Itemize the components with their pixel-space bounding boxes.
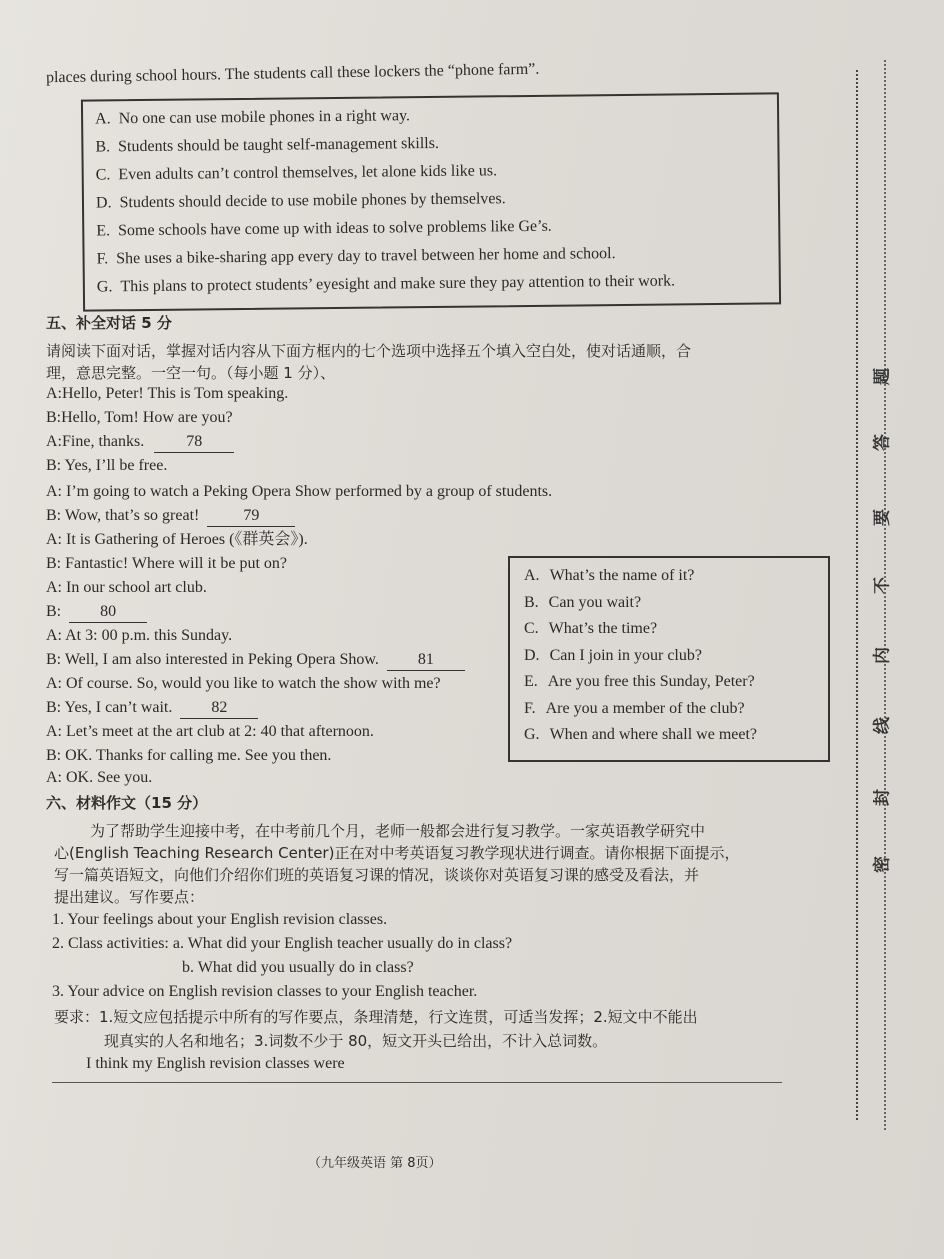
reading-option	[96, 217, 552, 242]
top-text-line: places during school hours. The students call these lockers the “phone farm”.	[45, 60, 540, 87]
dialogue-option	[524, 672, 755, 692]
option-text: When and where shall we meet?	[549, 726, 758, 743]
dialogue-line: A: OK. See you.	[46, 769, 153, 786]
option-text: She uses a bike-sharing app every day to travel between her home and school.	[116, 245, 616, 268]
option-text: Students should be taught self-management skills.	[117, 134, 439, 156]
writing-point-2a: 2. Class activities: a. What did your English teacher usually do in class?	[52, 935, 513, 952]
writing-line[interactable]	[52, 1082, 782, 1083]
dialogue-option	[524, 699, 745, 719]
binding-char: 内	[872, 647, 893, 664]
dialogue-line: A: Let’s meet at the art club at 2: 40 that afternoon.	[46, 723, 374, 740]
option-text: Are you free this Sunday, Peter?	[547, 673, 755, 690]
option-letter: G.	[524, 726, 540, 743]
option-text: No one can use mobile phones in a right way.	[118, 107, 411, 128]
binding-char: 封	[872, 789, 893, 806]
option-letter: A.	[95, 110, 111, 128]
reading-options-box	[81, 92, 781, 311]
dialogue-text: B: Well, I am also interested in Peking Opera Show.	[46, 651, 379, 668]
writing-point-2b: b. What did you usually do in class?	[182, 959, 414, 976]
section5-instruction-1: 请阅读下面对话，掌握对话内容从下面方框内的七个选项中选择五个填入空白处，使对话通顺，合	[46, 342, 692, 360]
option-text: Are you a member of the club?	[545, 699, 745, 717]
option-text: Some schools have come up with ideas to solve problems like Ge’s.	[117, 217, 552, 240]
section5-instruction-2: 理，意思完整。一空一句。（每小题 1 分）、	[46, 364, 336, 382]
dialogue-text: A:Fine, thanks.	[46, 433, 145, 450]
binding-char: 不	[872, 577, 893, 594]
option-letter: C.	[524, 620, 539, 637]
reading-option	[95, 106, 410, 129]
option-letter: E.	[524, 673, 538, 690]
dialogue-text: B: Yes, I can’t wait.	[46, 699, 173, 716]
dialogue-options-box	[508, 556, 830, 762]
reading-option	[97, 271, 675, 297]
dialogue-line: A:Hello, Peter! This is Tom speaking.	[46, 385, 289, 402]
binding-char: 要	[872, 509, 893, 526]
dialogue-text: B: Wow, that’s so great!	[46, 507, 200, 524]
dialogue-line: B: Yes, I’ll be free.	[46, 457, 168, 474]
section6-paragraph: 心(English Teaching Research Center)正在对中考英语复习教学现状进行调查。请你根据下面提示，	[54, 844, 740, 862]
dialogue-option	[524, 725, 757, 745]
option-letter: C.	[95, 166, 111, 184]
reading-option	[96, 244, 615, 269]
dialogue-line	[46, 602, 147, 623]
section6-heading: 六、材料作文（15 分）	[46, 794, 208, 812]
blank-82[interactable]: 82	[180, 698, 258, 719]
writing-point-3: 3. Your advice on English revision classes to your English teacher.	[52, 983, 478, 1000]
dialogue-option	[524, 566, 694, 586]
section6-paragraph: 为了帮助学生迎接中考，在中考前几个月，老师一般都会进行复习教学。一家英语教学研究中	[90, 822, 706, 840]
essay-starter: I think my English revision classes were	[86, 1055, 345, 1072]
option-letter: A.	[524, 567, 540, 584]
requirements-1: 要求：1.短文应包括提示中所有的写作要点，条理清楚，行文连贯，可适当发挥；2.短文中不能出	[54, 1008, 698, 1026]
option-letter: B.	[524, 593, 539, 611]
dialogue-line: A: It is Gathering of Heroes (《群英会》).	[46, 531, 308, 548]
reading-option	[96, 189, 506, 213]
option-text: Students should decide to use mobile phones by themselves.	[119, 190, 506, 212]
dialogue-line	[46, 698, 258, 719]
option-letter: E.	[96, 222, 111, 240]
dialogue-line	[46, 432, 234, 453]
dialogue-line: B: Fantastic! Where will it be put on?	[46, 555, 287, 572]
option-text: Even adults can’t control themselves, let alone kids like us.	[118, 162, 498, 184]
dialogue-option	[524, 593, 641, 613]
option-letter: B.	[95, 138, 111, 156]
dialogue-option	[524, 646, 702, 666]
option-letter: F.	[524, 699, 536, 717]
binding-char: 线	[872, 717, 893, 734]
page-footer: （九年级英语 第 8页）	[308, 1156, 442, 1171]
blank-81[interactable]: 81	[387, 650, 465, 671]
binding-line	[856, 70, 858, 1120]
dialogue-line: A: In our school art club.	[46, 579, 207, 596]
dialogue-line	[46, 506, 295, 527]
option-text: This plans to protect students’ eyesight and make sure they pay attention to their work.	[120, 272, 676, 296]
dialogue-line: B:Hello, Tom! How are you?	[46, 409, 233, 426]
option-letter: F.	[96, 250, 109, 268]
dialogue-option	[524, 619, 657, 639]
blank-79[interactable]: 79	[207, 506, 295, 527]
binding-char: 答	[872, 434, 893, 451]
dialogue-line: A: Of course. So, would you like to watch the show with me?	[46, 675, 441, 692]
option-letter: D.	[95, 194, 112, 212]
reading-option	[96, 161, 498, 185]
reading-option	[95, 134, 439, 158]
option-text: What’s the name of it?	[549, 567, 695, 584]
reading-options-list	[83, 94, 777, 296]
binding-char: 密	[872, 856, 893, 873]
option-text: What’s the time?	[548, 620, 658, 637]
writing-point-1: 1. Your feelings about your English revision classes.	[52, 911, 388, 928]
option-letter: G.	[96, 278, 113, 296]
section6-paragraph: 写一篇英语短文，向他们介绍你们班的英语复习课的情况，谈谈你对英语复习课的感受及看法，并	[54, 866, 700, 884]
binding-char: 题	[872, 368, 893, 385]
option-text: Can you wait?	[548, 593, 642, 611]
dialogue-line: A: I’m going to watch a Peking Opera Show performed by a group of students.	[46, 483, 553, 500]
dialogue-line	[46, 650, 465, 671]
dialogue-line: A: At 3: 00 p.m. this Sunday.	[46, 627, 233, 644]
option-text: Can I join in your club?	[549, 646, 702, 664]
section6-paragraph: 提出建议。写作要点：	[54, 888, 205, 906]
blank-78[interactable]: 78	[154, 432, 234, 453]
option-letter: D.	[524, 646, 540, 664]
dialogue-line: B: OK. Thanks for calling me. See you then.	[46, 747, 332, 764]
requirements-2: 现真实的人名和地名；3.词数不少于 80，短文开头已给出，不计入总词数。	[104, 1032, 608, 1050]
dialogue-text: B:	[46, 603, 62, 620]
blank-80[interactable]: 80	[69, 602, 147, 623]
section5-heading: 五、补全对话 5 分	[46, 314, 172, 332]
